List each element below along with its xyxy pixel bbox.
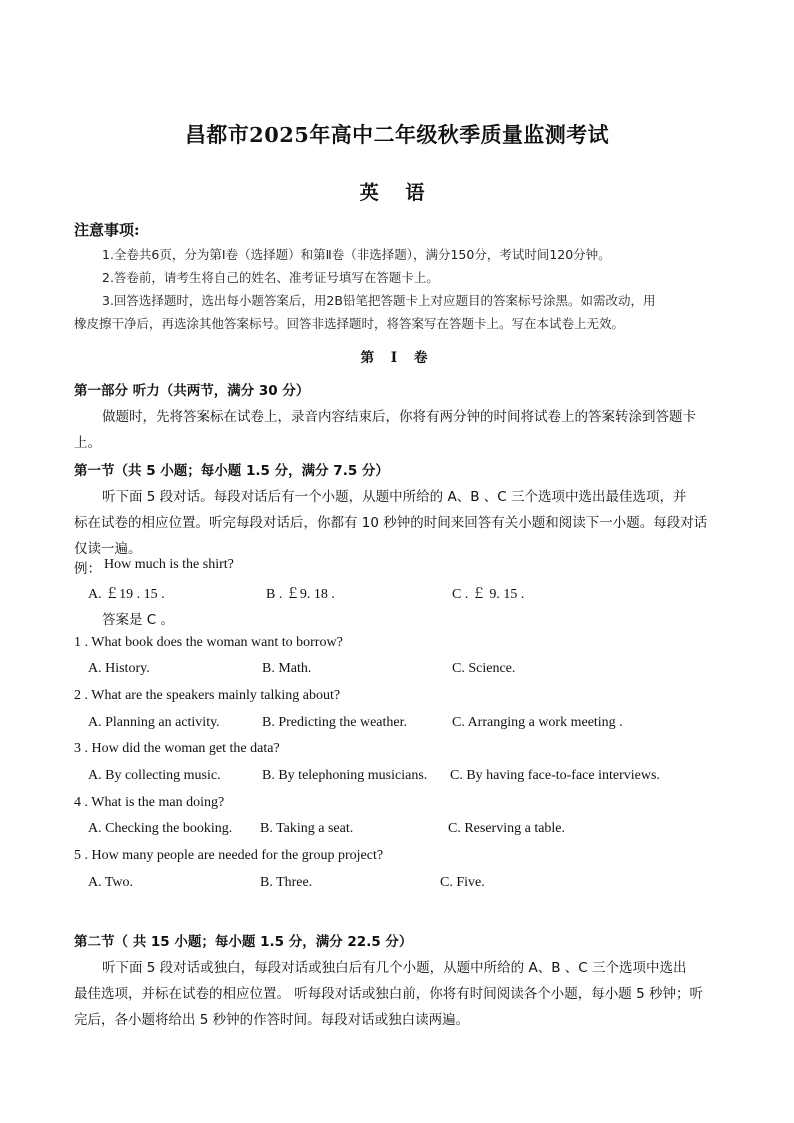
- question-4-option-b: B. Taking a seat.: [260, 821, 354, 836]
- section2-instruction-1: 听下面 5 段对话或独白，每段对话或独白后有几个小题，从题中所给的 A、B 、C 三个选项中选出: [102, 960, 687, 976]
- question-5-option-b: B. Three.: [260, 875, 313, 890]
- question-2-option-a: A. Planning an activity.: [88, 715, 220, 730]
- question-5-stem: 5 . How many people are needed for the group project?: [74, 848, 384, 863]
- example-answer: 答案是 C 。: [102, 612, 175, 628]
- part1-heading: 第一部分 听力（共两节，满分 30 分）: [74, 383, 310, 399]
- notice-item-1: 1.全卷共6页，分为第Ⅰ卷（选择题）和第Ⅱ卷（非选择题），满分150分，考试时间120分钟。: [102, 247, 611, 262]
- question-3-stem: 3 . How did the woman get the data?: [74, 741, 280, 756]
- example-question: How much is the shirt?: [104, 557, 234, 572]
- section2-heading: 第二节（ 共 15 小题；每小题 1.5 分，满分 22.5 分）: [74, 934, 413, 950]
- question-1-option-b: B. Math.: [262, 661, 312, 676]
- example-option-a: A. ￡19 . 15 .: [88, 587, 165, 602]
- question-5-option-a: A. Two.: [88, 875, 134, 890]
- notice-item-3-cont: 橡皮擦干净后，再选涂其他答案标号。回答非选择题时，将答案写在答题卡上。写在本试卷上无效。: [74, 316, 625, 331]
- question-4-option-c: C. Reserving a table.: [448, 821, 566, 836]
- notice-item-3: 3.回答选择题时，选出每小题答案后，用2B铅笔把答题卡上对应题目的答案标号涂黑。如需改动，用: [102, 293, 656, 308]
- notice-item-2: 2.答卷前，请考生将自己的姓名、准考证号填写在答题卡上。: [102, 270, 439, 285]
- question-3-option-a: A. By collecting music.: [88, 768, 221, 783]
- section1-heading: 第一节（共 5 小题；每小题 1.5 分，满分 7.5 分）: [74, 463, 389, 479]
- question-1-option-c: C. Science.: [452, 661, 516, 676]
- volume-label: 第 Ⅰ 卷: [360, 350, 434, 366]
- question-4-option-a: A. Checking the booking.: [88, 821, 233, 836]
- question-1-option-a: A. History.: [88, 661, 150, 676]
- exam-subject: 英 语: [359, 181, 435, 204]
- example-option-c: C . ￡ 9. 15 .: [452, 587, 525, 602]
- example-option-b: B . ￡9. 18 .: [266, 587, 335, 602]
- part1-instruction-1: 做题时，先将答案标在试卷上，录音内容结束后，你将有两分钟的时间将试卷上的答案转涂到答题卡: [102, 409, 696, 425]
- question-1-stem: 1 . What book does the woman want to borrow?: [74, 635, 343, 650]
- question-3-option-c: C. By having face-to-face interviews.: [450, 768, 660, 783]
- question-5-option-c: C. Five.: [440, 875, 485, 890]
- section2-instruction-2: 最佳选项，并标在试卷的相应位置。 听每段对话或独白前，你将有时间阅读各个小题，每小题 5 秒钟；听: [74, 986, 703, 1002]
- question-4-stem: 4 . What is the man doing?: [74, 795, 225, 810]
- section1-instruction-2: 标在试卷的相应位置。听完每段对话后，你都有 10 秒钟的时间来回答有关小题和阅读下一小题。每段对话: [74, 515, 708, 531]
- section2-instruction-3: 完后，各小题将给出 5 秒钟的作答时间。每段对话或独白读两遍。: [74, 1012, 470, 1028]
- section1-instruction-1: 听下面 5 段对话。每段对话后有一个小题，从题中所给的 A、B 、C 三个选项中选出最佳选项，并: [102, 489, 687, 505]
- question-2-stem: 2 . What are the speakers mainly talking about?: [74, 688, 341, 703]
- question-2-option-c: C. Arranging a work meeting .: [452, 715, 623, 730]
- part1-instruction-2: 上。: [74, 435, 101, 451]
- exam-title: 昌都市2025年高中二年级秋季质量监测考试: [184, 122, 610, 147]
- question-2-option-b: B. Predicting the weather.: [262, 715, 408, 730]
- notice-heading: 注意事项:: [74, 221, 140, 239]
- section1-instruction-3: 仅读一遍。: [74, 541, 142, 557]
- example-label: 例：: [74, 561, 101, 577]
- question-3-option-b: B. By telephoning musicians.: [262, 768, 428, 783]
